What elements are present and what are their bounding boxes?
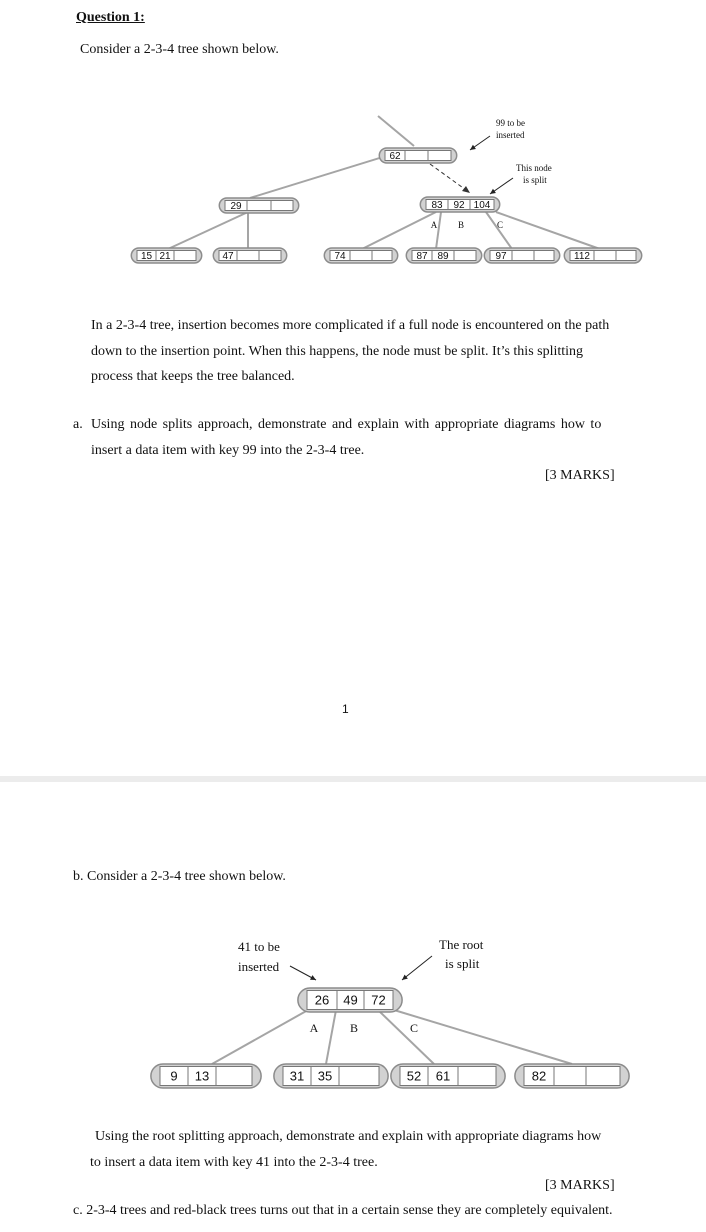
tree-leaf (484, 248, 559, 263)
node-cell (405, 151, 428, 161)
tree-edge (168, 212, 248, 249)
node-cell (259, 251, 281, 261)
paragraph-line: down to the insertion point. When this happens, the node must be split. It’s this splitting (91, 343, 584, 359)
tree-node-split (420, 197, 499, 212)
arrowhead-icon (462, 186, 470, 193)
node-cell (454, 251, 476, 261)
annotation-text: The root (439, 937, 484, 952)
node-key: 15 (140, 251, 153, 263)
node-key: 21 (159, 251, 171, 263)
node-key: 26 (314, 992, 330, 1008)
paragraph-line: In a 2-3-4 tree, insertion becomes more complicated if a full node is encountered on the path (91, 318, 610, 333)
tree-node-root (298, 988, 402, 1012)
node-cell (512, 251, 534, 261)
tree-diagram-2 (0, 930, 706, 1110)
branch-label: B (349, 1021, 359, 1035)
node-cell (350, 251, 372, 261)
tree-edges (212, 1010, 572, 1064)
node-cell (594, 251, 616, 261)
node-key: 62 (389, 151, 401, 163)
tree-nodes (131, 148, 641, 263)
branch-label: A (430, 220, 438, 230)
part-a-text (91, 412, 651, 463)
node-cell (534, 251, 554, 261)
node-key: 61 (435, 1068, 451, 1084)
arrowhead-icon (470, 145, 476, 150)
node-cell (458, 1067, 496, 1086)
page-2 (0, 782, 706, 1232)
part-b-line: Using the root splitting approach, demonstrate and explain with appropriate diagrams how (95, 1129, 602, 1144)
tree-edge (496, 212, 600, 249)
arrowhead-icon (490, 189, 496, 194)
node-key: 52 (406, 1068, 422, 1084)
annotation-text: 41 to be (238, 939, 280, 954)
part-b-line: to insert a data item with key 41 into the 2-3-4 tree. (90, 1154, 378, 1170)
annotation-text: is split (445, 956, 480, 971)
annotations (238, 937, 484, 980)
arrow-icon (402, 956, 432, 980)
node-key: 9 (170, 1068, 178, 1084)
node-cell (174, 251, 196, 261)
node-cell (554, 1067, 586, 1086)
node-key: 82 (531, 1068, 547, 1084)
node-cell (339, 1067, 379, 1086)
tree-edge (326, 1010, 336, 1064)
tree-leaf (406, 248, 481, 263)
annotation-text: is split (523, 175, 547, 185)
tree-edge (378, 116, 414, 146)
tree-leaf (564, 248, 641, 263)
insertion-paragraph (91, 313, 651, 390)
tree-edge (250, 156, 386, 198)
part-b-text (90, 1124, 650, 1175)
tree-edge (212, 1010, 308, 1064)
page-number: 1 (342, 702, 349, 716)
branch-label: A (309, 1021, 319, 1035)
part-b-marks: [3 MARKS] (545, 1178, 615, 1193)
node-cell (247, 201, 271, 211)
branch-label: C (409, 1021, 419, 1035)
node-key: 104 (473, 200, 491, 212)
node-cell (237, 251, 259, 261)
node-key: 89 (437, 251, 449, 263)
part-c-text: c. 2-3-4 trees and red-black trees turns out that in a certain sense they are completely equivalent. (73, 1203, 613, 1218)
tree-leaf (213, 248, 286, 263)
tree-edge (486, 212, 512, 249)
question-heading: Question 1: (76, 10, 145, 25)
part-a-marks: [3 MARKS] (545, 468, 615, 483)
node-key: 35 (317, 1068, 333, 1084)
node-cell (428, 151, 451, 161)
node-key: 47 (222, 251, 234, 263)
branch-label: C (496, 220, 504, 230)
tree-leaf (131, 248, 201, 263)
part-a-marker: a. (73, 417, 83, 432)
node-key: 112 (574, 251, 590, 263)
annotation-text: inserted (496, 130, 525, 140)
tree-leaf (151, 1064, 261, 1088)
node-key: 92 (453, 200, 465, 212)
node-cell (372, 251, 392, 261)
part-b-intro: b. Consider a 2-3-4 tree shown below. (73, 869, 286, 884)
tree-nodes (151, 988, 629, 1088)
node-key: 29 (230, 201, 242, 213)
tree-leaf (324, 248, 397, 263)
node-key: 49 (343, 992, 358, 1008)
node-key: 87 (416, 251, 428, 263)
node-cell (271, 201, 293, 211)
node-key: 83 (431, 200, 443, 212)
question-intro: Consider a 2-3-4 tree shown below. (80, 42, 279, 57)
branch-label: B (457, 220, 465, 230)
annotation-text: inserted (238, 959, 280, 974)
node-cell (586, 1067, 620, 1086)
tree-edge (362, 212, 436, 249)
insert-path (430, 164, 466, 190)
tree-edge (378, 1010, 434, 1064)
tree-node-root (379, 148, 456, 163)
tree-edge (394, 1010, 572, 1064)
annotation-text: This node (516, 163, 552, 173)
node-key: 72 (371, 992, 386, 1008)
tree-node-29 (219, 198, 298, 213)
part-a-line: insert a data item with key 99 into the 2-3-4 tree. (91, 442, 365, 458)
node-key: 97 (495, 251, 507, 263)
node-key: 13 (194, 1068, 210, 1084)
paragraph-line: process that keeps the tree balanced. (91, 369, 295, 384)
node-cell (216, 1067, 252, 1086)
annotations (470, 118, 552, 194)
annotation-text: 99 to be (496, 118, 525, 128)
node-cell (616, 251, 636, 261)
tree-leaf (515, 1064, 629, 1088)
node-key: 74 (334, 251, 346, 263)
part-a-line: Using node splits approach, demonstrate and explain with appropriate diagrams how to (91, 417, 602, 432)
tree-leaf (391, 1064, 505, 1088)
node-key: 31 (289, 1068, 305, 1084)
tree-edge (436, 212, 441, 249)
tree-leaf (274, 1064, 388, 1088)
